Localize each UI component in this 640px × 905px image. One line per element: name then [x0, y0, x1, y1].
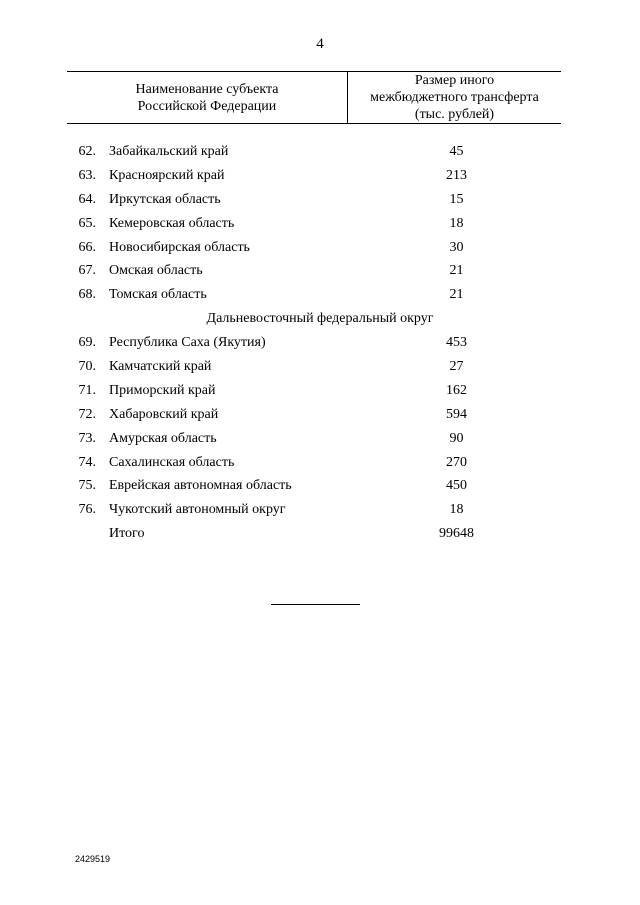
table-row [0, 474, 640, 498]
row-transfer-value: 21 [449, 287, 464, 303]
row-subject-name: Итого [109, 526, 145, 542]
row-transfer-value: 90 [449, 430, 464, 446]
row-transfer-value: 18 [449, 502, 464, 518]
row-number: 73. [78, 430, 96, 446]
row-subject-name: Красноярский край [109, 167, 225, 183]
table-row [0, 331, 640, 355]
table-row [0, 498, 640, 522]
row-subject-name: Еврейская автономная область [109, 478, 292, 494]
row-subject-name: Камчатский край [109, 359, 212, 375]
table-row [0, 355, 640, 379]
row-number: 70. [78, 359, 96, 375]
row-subject-name: Амурская область [109, 430, 217, 446]
row-number: 62. [78, 144, 96, 159]
row-number: 64. [78, 191, 96, 207]
row-subject-name: Республика Саха (Якутия) [109, 335, 266, 351]
row-transfer-value: 30 [449, 239, 464, 255]
table-row [0, 259, 640, 283]
column-header-subject-name: Наименование субъекта Российской Федерации [67, 72, 348, 123]
row-number: 74. [78, 454, 96, 470]
table-row [0, 164, 640, 188]
table-row [0, 283, 640, 307]
row-subject-name: Хабаровский край [109, 406, 219, 422]
row-number: 67. [78, 263, 96, 279]
row-transfer-value: 270 [446, 454, 467, 470]
total-row [0, 522, 640, 546]
table-header [67, 71, 561, 124]
row-subject-name: Сахалинская область [109, 454, 235, 470]
column-header-transfer-amount: Размер иного межбюджетного трансферта (тыс. рублей) [370, 73, 539, 122]
row-transfer-value: 453 [446, 335, 467, 351]
table-row [0, 451, 640, 475]
table-body [0, 140, 640, 546]
row-transfer-value: 213 [446, 167, 467, 183]
row-subject-name: Кемеровская область [109, 215, 235, 231]
table-row [0, 403, 640, 427]
row-subject-name: Чукотский автономный округ [109, 502, 286, 518]
row-number: 75. [78, 478, 96, 494]
row-transfer-value: 162 [446, 382, 467, 398]
row-number: 76. [78, 502, 96, 518]
section-header-row [0, 307, 640, 331]
row-number: 66. [78, 239, 96, 255]
row-subject-name: Томская область [109, 287, 207, 303]
table-row [0, 236, 640, 260]
row-transfer-value: 450 [446, 478, 467, 494]
row-number: 63. [78, 167, 96, 183]
row-subject-name: Новосибирская область [109, 239, 250, 255]
table-row [0, 379, 640, 403]
row-transfer-value: 45 [449, 144, 464, 159]
row-transfer-value: 21 [449, 263, 464, 279]
row-number: 72. [78, 406, 96, 422]
table-row [0, 212, 640, 236]
table-row [0, 140, 640, 164]
row-transfer-value: 594 [446, 406, 467, 422]
row-number: 69. [78, 335, 96, 351]
row-transfer-value: 15 [449, 191, 464, 207]
row-transfer-value: 18 [449, 215, 464, 231]
row-subject-name: Омская область [109, 263, 203, 279]
page-number: 4 [316, 36, 324, 52]
row-number: 68. [78, 287, 96, 303]
section-title: Дальневосточный федеральный округ [206, 311, 434, 327]
row-number: 65. [78, 215, 96, 231]
row-number: 71. [78, 382, 96, 398]
row-subject-name: Забайкальский край [109, 144, 229, 159]
row-transfer-value: 99648 [439, 526, 474, 542]
row-subject-name: Приморский край [109, 382, 216, 398]
document-code: 2429519 [75, 854, 111, 864]
row-subject-name: Иркутская область [109, 191, 221, 207]
table-row [0, 188, 640, 212]
end-of-document-line [271, 604, 360, 605]
row-transfer-value: 27 [449, 359, 464, 375]
table-row [0, 427, 640, 451]
